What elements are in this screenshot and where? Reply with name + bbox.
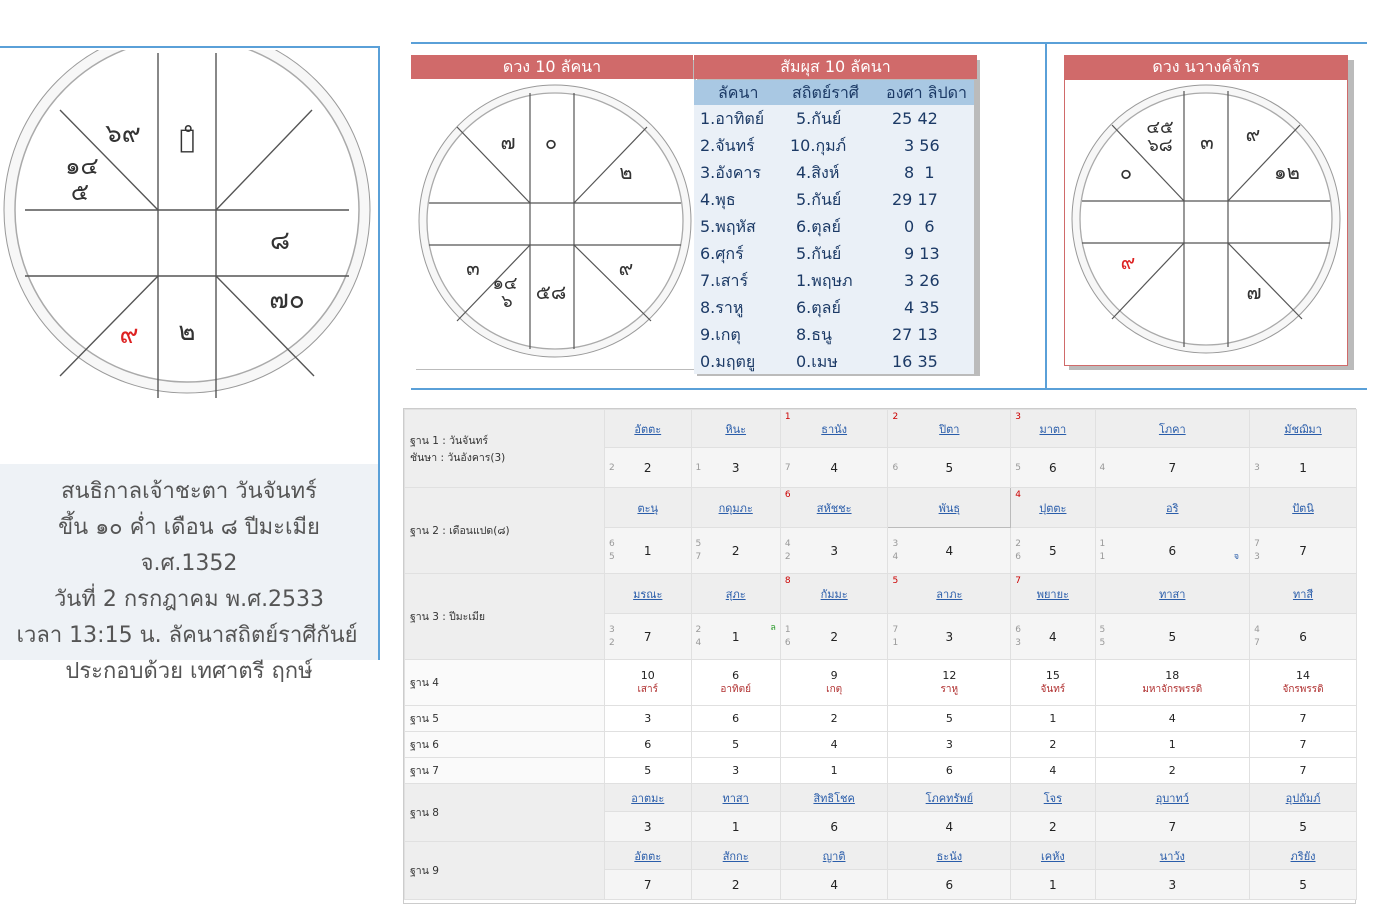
house-label: ๖๙ — [105, 119, 141, 149]
small-num: 6 — [1015, 552, 1021, 562]
planet-name: เสาร์ — [637, 683, 658, 695]
planet-cell: 1.อาทิตย์ — [700, 109, 765, 128]
table-row — [405, 706, 1357, 732]
small-num: 7 — [1254, 638, 1260, 648]
value-cell: 5 — [888, 706, 1011, 732]
value: 1 — [643, 543, 652, 558]
section-bottom-divider — [411, 388, 1367, 390]
house-name-link[interactable] — [888, 410, 1011, 448]
house-label: ๐ — [1119, 160, 1133, 184]
small-num: 3 — [1015, 638, 1021, 648]
planet-cell — [691, 660, 780, 706]
blue-note: จ — [1233, 552, 1240, 562]
house-name: ลาภะ — [936, 587, 963, 601]
small-num: 2 — [609, 638, 615, 648]
value-cell — [691, 448, 780, 488]
value-cell: 5 — [691, 732, 780, 758]
value-cell: 2 — [1011, 732, 1095, 758]
planet-cell — [1250, 660, 1357, 706]
house-label: ๗ — [500, 130, 516, 154]
value: 15 — [1045, 668, 1060, 682]
degree-cell: 27 13 — [892, 325, 938, 344]
value-cell: 5 — [1250, 870, 1357, 900]
small-num: 3 — [892, 539, 899, 549]
value: 6 — [732, 668, 740, 682]
house-label: ๐ — [544, 130, 558, 154]
value-cell — [1011, 614, 1095, 660]
caption-line: ประกอบด้วย เทศาตรี ฤกษ์ — [65, 659, 313, 684]
value: 14 — [1296, 668, 1311, 682]
house-name: ปิตา — [939, 422, 960, 436]
value-cell: 1 — [1011, 870, 1095, 900]
row-label: ฐาน 3 : ปีมะเมีย — [405, 574, 605, 660]
degree-cell: 3 26 — [904, 271, 940, 290]
planet-cell: 2.จันทร์ — [700, 136, 755, 155]
planet-cell — [1011, 660, 1095, 706]
house-name-link[interactable]: กดุมภะ — [691, 488, 780, 528]
house-name: มาตา — [1039, 422, 1067, 436]
degree-cell: 0 6 — [904, 217, 935, 236]
value: 18 — [1165, 668, 1180, 682]
house-name-link[interactable]: เคหัง — [1011, 842, 1095, 870]
value-cell: 2 — [780, 706, 888, 732]
sign-cell: 6.ตุลย์ — [796, 217, 841, 236]
small-num: 5 — [695, 539, 702, 549]
base-grid — [403, 408, 1356, 904]
house-name-link[interactable] — [1011, 488, 1095, 528]
value: 4 — [945, 543, 954, 558]
house-name-link[interactable]: อาตมะ — [605, 784, 692, 812]
small-num: 7 — [892, 625, 899, 635]
value-cell: 3 — [1095, 870, 1250, 900]
house-label: ๙ — [618, 256, 634, 280]
caption-line: จ.ศ.1352 — [140, 551, 238, 576]
house-label: ๓ — [1200, 130, 1214, 154]
value: 5 — [1049, 543, 1057, 558]
value-cell: 5 — [605, 758, 692, 784]
row-label: ฐาน 7 — [405, 758, 605, 784]
small-num: 5 — [1099, 638, 1106, 648]
table-row — [405, 488, 1357, 528]
planet-cell: 5.พฤหัส — [700, 217, 756, 236]
house-name-link[interactable] — [1011, 574, 1095, 614]
value-cell — [1095, 528, 1250, 574]
value-cell: 4 — [1011, 758, 1095, 784]
value: 6 — [1049, 460, 1057, 475]
value-cell: 7 — [1095, 812, 1250, 842]
section-top-divider — [411, 42, 1367, 44]
house-label: ๘ — [269, 226, 291, 256]
value-cell: 6 — [888, 758, 1011, 784]
left-panel — [0, 46, 380, 684]
value: 2 — [830, 629, 838, 644]
planet-cell — [605, 660, 692, 706]
house-name-link[interactable]: สุภะ — [691, 574, 780, 614]
small-num: 1 — [695, 463, 702, 473]
row-label: ฐาน 9 — [405, 842, 605, 900]
planet-name: จันทร์ — [1040, 683, 1066, 695]
col-header: สถิตย์ราศี — [792, 83, 859, 102]
value-cell: 1 — [691, 812, 780, 842]
small-num: 2 — [695, 625, 702, 635]
small-num: 1 — [784, 625, 791, 635]
planet-position-table — [694, 80, 974, 374]
section-vertical-divider — [1045, 44, 1047, 390]
small-num: 5 — [1099, 625, 1106, 635]
value-cell — [691, 528, 780, 574]
red-mark: 7 — [1015, 576, 1021, 586]
sign-cell: 8.ธนู — [796, 325, 832, 344]
small-num: 2 — [1015, 539, 1021, 549]
table-row — [405, 784, 1357, 812]
planet-cell: 4.พุธ — [700, 190, 736, 209]
value: 3 — [731, 460, 740, 475]
value: 9 — [830, 668, 838, 682]
degree-cell: 8 1 — [904, 163, 935, 182]
small-num: 7 — [784, 463, 791, 473]
house-name: สหัชชะ — [816, 501, 852, 515]
value-cell — [780, 614, 888, 660]
value-cell: 7 — [1250, 732, 1357, 758]
small-num: 6 — [1015, 625, 1021, 635]
planet-name: มหาจักรพรรดิ — [1142, 683, 1203, 695]
house-label: ๓ — [466, 256, 480, 280]
value-cell — [1095, 614, 1250, 660]
sign-cell: 5.กันย์ — [796, 244, 842, 263]
house-name-link[interactable]: มรณะ — [605, 574, 692, 614]
small-num: 4 — [1254, 625, 1260, 635]
value: 3 — [830, 543, 838, 558]
value-cell: 7 — [1250, 758, 1357, 784]
value-cell: 6 — [780, 812, 888, 842]
degree-cell: 16 35 — [892, 352, 938, 371]
row-label: ฐาน 2 : เดือนแปด(๘) — [405, 488, 605, 574]
house-name-link[interactable] — [888, 574, 1011, 614]
house-label: ๗ — [1246, 280, 1262, 304]
value: 2 — [731, 543, 740, 558]
value-cell — [888, 614, 1011, 660]
value: 6 — [1299, 629, 1307, 644]
row-label — [405, 410, 605, 488]
planet-cell: 3.อังคาร — [700, 163, 761, 182]
house-label: ๒ — [619, 160, 633, 184]
small-num: 4 — [784, 539, 791, 549]
sign-cell: 0.เมษ — [796, 352, 838, 371]
house-label: ๑๔ — [492, 273, 518, 294]
value-cell: 4 — [888, 812, 1011, 842]
degree-cell: 25 42 — [892, 109, 938, 128]
table-header — [694, 80, 974, 105]
small-num: 2 — [609, 463, 615, 473]
house-label: ๑๒ — [1274, 160, 1300, 184]
value-cell — [691, 614, 780, 660]
house-name-link[interactable]: ทาสา — [1095, 574, 1250, 614]
value-cell — [780, 448, 888, 488]
house-label: ๒ — [178, 317, 196, 347]
house-name-link[interactable] — [1011, 410, 1095, 448]
planet-cell — [780, 660, 888, 706]
row-label: ฐาน 4 — [405, 660, 605, 706]
small-num: 3 — [1254, 463, 1260, 473]
value-cell: 2 — [691, 870, 780, 900]
house-name-link[interactable]: อุบาทว์ — [1095, 784, 1250, 812]
house-label: ๙ — [1245, 122, 1261, 146]
value-cell: 6 — [888, 870, 1011, 900]
table-row — [405, 758, 1357, 784]
house-name-link[interactable]: อริ — [1095, 488, 1250, 528]
house-name: พยายะ — [1036, 587, 1069, 601]
value-cell — [1095, 448, 1250, 488]
small-num: 7 — [695, 552, 702, 562]
house-name-link[interactable] — [780, 488, 888, 528]
value-cell: 3 — [691, 758, 780, 784]
house-name-link[interactable] — [780, 574, 888, 614]
house-label: ๔๕ — [1146, 117, 1174, 138]
red-mark: 1 — [784, 412, 791, 422]
row-label: ฐาน 5 — [405, 706, 605, 732]
chart10-diagram — [411, 79, 694, 369]
house-name-link[interactable]: ตะนุ — [605, 488, 692, 528]
value: 4 — [830, 460, 838, 475]
sign-cell: 6.ตุลย์ — [796, 298, 841, 317]
house-name: ปุตตะ — [1039, 501, 1067, 515]
house-name-link[interactable]: ญาติ — [780, 842, 888, 870]
value-cell: 4 — [780, 870, 888, 900]
red-mark: 5 — [892, 576, 899, 586]
planet-cell — [1095, 660, 1250, 706]
caption-line: เวลา 13:15 น. ลัคนาสถิตย์ราศีกันย์ — [16, 623, 358, 648]
small-num: 5 — [1015, 463, 1021, 473]
planet-name: อาทิตย์ — [720, 683, 751, 695]
small-num: 3 — [609, 625, 615, 635]
value-cell — [605, 448, 692, 488]
value-cell: 2 — [1095, 758, 1250, 784]
caption-line: ขึ้น ๑๐ ค่ำ เดือน ๘ ปีมะเมีย — [58, 515, 320, 540]
house-label: ๗๐ — [269, 285, 305, 315]
planet-cell: 0.มฤตยู — [700, 352, 756, 371]
value-cell — [1250, 528, 1357, 574]
planet-name: ราหู — [940, 683, 959, 695]
value-cell: 7 — [605, 870, 692, 900]
house-name-link[interactable]: นาวัง — [1095, 842, 1250, 870]
value-cell — [1250, 614, 1357, 660]
table-row — [405, 660, 1357, 706]
row-label-line: ฐาน 1 : วันจันทร์ — [410, 434, 489, 447]
caption-line: วันที่ 2 กรกฎาคม พ.ศ.2533 — [53, 587, 325, 612]
degree-cell: 3 56 — [904, 136, 940, 155]
sign-cell: 4.สิงห์ — [796, 163, 840, 182]
house-name-link[interactable]: สิทธิโชค — [780, 784, 888, 812]
value: 4 — [1049, 629, 1057, 644]
sign-cell: 10.กุมภ์ — [790, 136, 847, 155]
row-label: ฐาน 8 — [405, 784, 605, 842]
value: 7 — [1299, 543, 1307, 558]
value: 2 — [643, 460, 652, 475]
house-label-red: ๙ — [1120, 250, 1136, 274]
planet-cell: 8.ราหู — [700, 298, 744, 317]
value-cell: 6 — [605, 732, 692, 758]
red-mark: 6 — [784, 490, 791, 500]
red-mark: 4 — [1015, 490, 1021, 500]
caption-line: สนธิกาลเจ้าชะตา วันจันทร์ — [61, 479, 317, 504]
red-mark: 8 — [784, 576, 791, 586]
small-num: 5 — [609, 552, 615, 562]
red-mark: 2 — [892, 412, 899, 422]
value: 6 — [1168, 543, 1177, 558]
col-header: ลัคนา — [718, 83, 759, 102]
house-name-link[interactable]: ธะนัง — [888, 842, 1011, 870]
value-cell — [1011, 528, 1095, 574]
sign-cell: 5.กันย์ — [796, 190, 842, 209]
house-name-link[interactable]: อุปถัมภ์ — [1250, 784, 1357, 812]
value: 3 — [945, 629, 954, 644]
value-cell: 3 — [888, 732, 1011, 758]
small-num: 3 — [1254, 552, 1260, 562]
planet-name: เกตุ — [826, 683, 843, 695]
table-row — [405, 574, 1357, 614]
value-cell: 3 — [605, 706, 692, 732]
value-cell — [888, 528, 1011, 574]
house-name: กัมมะ — [820, 587, 848, 601]
green-note: ล — [770, 623, 776, 633]
house-name-link[interactable]: หินะ — [691, 410, 780, 448]
small-num: 4 — [1099, 463, 1106, 473]
house-label-red: ๙ — [119, 320, 139, 350]
col-header: องศา ลิปดา — [886, 83, 967, 102]
value: 7 — [643, 629, 652, 644]
planet-cell — [888, 660, 1011, 706]
value: 5 — [945, 460, 954, 475]
value-cell: 5 — [1250, 812, 1357, 842]
house-name-link[interactable]: โจร — [1011, 784, 1095, 812]
house-name-link[interactable] — [780, 410, 888, 448]
degree-cell: 29 17 — [892, 190, 938, 209]
degree-cell: 9 13 — [904, 244, 940, 263]
house-label: ๕๘ — [535, 280, 567, 304]
table-row — [405, 842, 1357, 870]
small-num: 6 — [892, 463, 899, 473]
value-cell: 6 — [691, 706, 780, 732]
house-label: ๕ — [70, 178, 90, 206]
navang-diagram — [1064, 79, 1348, 366]
planet-cell: 9.เกตุ — [700, 325, 741, 344]
value-cell: 4 — [1095, 706, 1250, 732]
house-label: ๓̊ — [179, 125, 195, 155]
row-label: ฐาน 6 — [405, 732, 605, 758]
small-num: 1 — [1099, 552, 1106, 562]
base-table — [404, 409, 1357, 900]
house-name-link[interactable]: อัตตะ — [605, 842, 692, 870]
chart-caption — [0, 464, 378, 684]
house-label: ๑๔ — [65, 152, 99, 180]
navang-title: ดวง นวางค์จักร — [1064, 55, 1348, 79]
row-label-line: ชันษา : วันอังคาร(3) — [410, 451, 506, 464]
value-cell — [1011, 448, 1095, 488]
degree-cell: 4 35 — [904, 298, 940, 317]
small-num: 6 — [784, 638, 791, 648]
small-num: 1 — [1099, 539, 1106, 549]
table-row — [405, 410, 1357, 448]
value-cell — [1250, 448, 1357, 488]
small-num: 2 — [784, 552, 791, 562]
planet-cell: 6.ศุกร์ — [700, 244, 744, 263]
value: 5 — [1168, 629, 1177, 644]
house-name-link[interactable]: อัตตะ — [605, 410, 692, 448]
value-cell — [888, 448, 1011, 488]
red-mark: 3 — [1015, 412, 1021, 422]
left-birth-chart — [0, 50, 378, 420]
value: 12 — [942, 668, 957, 682]
table10-title: สัมผุส 10 ลัคนา — [694, 55, 977, 79]
value: 10 — [640, 668, 655, 682]
value-cell — [780, 528, 888, 574]
small-num: 6 — [609, 539, 615, 549]
house-name: ธานัง — [821, 422, 848, 436]
house-name-link[interactable]: ทาสี — [1250, 574, 1357, 614]
value-cell: 4 — [780, 732, 888, 758]
value-cell: 1 — [1095, 732, 1250, 758]
house-name-link[interactable]: โภคทรัพย์ — [888, 784, 1011, 812]
value-cell: 2 — [1011, 812, 1095, 842]
value-cell — [605, 614, 692, 660]
value: 1 — [1299, 460, 1307, 475]
small-num: 1 — [892, 638, 899, 648]
value-cell: 1 — [1011, 706, 1095, 732]
sign-cell: 1.พฤษภ — [796, 271, 853, 290]
planet-cell: 7.เสาร์ — [700, 271, 749, 290]
value-cell: 3 — [605, 812, 692, 842]
chart10-title: ดวง 10 ลัคนา — [411, 55, 693, 79]
house-label: ๖ — [501, 291, 513, 312]
house-label: ๖๘ — [1147, 135, 1173, 156]
house-name-link[interactable]: ทาสา — [691, 784, 780, 812]
house-name-link[interactable]: สักกะ — [691, 842, 780, 870]
value: 7 — [1168, 460, 1177, 475]
value-cell: 7 — [1250, 706, 1357, 732]
small-num: 7 — [1254, 539, 1260, 549]
house-name-link[interactable]: ปัตนิ — [1250, 488, 1357, 528]
house-name-link[interactable]: พันธุ — [888, 488, 1011, 528]
house-name-link[interactable]: โภคา — [1095, 410, 1250, 448]
table-row — [405, 732, 1357, 758]
planet-name: จักรพรรดิ — [1282, 683, 1324, 695]
value: 1 — [731, 629, 740, 644]
small-num: 4 — [695, 638, 702, 648]
sign-cell: 5.กันย์ — [796, 109, 842, 128]
house-name-link[interactable]: มัชฌิมา — [1250, 410, 1357, 448]
small-num: 4 — [892, 552, 899, 562]
value-cell: 1 — [780, 758, 888, 784]
value-cell — [605, 528, 692, 574]
house-name-link[interactable]: ภริยัง — [1250, 842, 1357, 870]
